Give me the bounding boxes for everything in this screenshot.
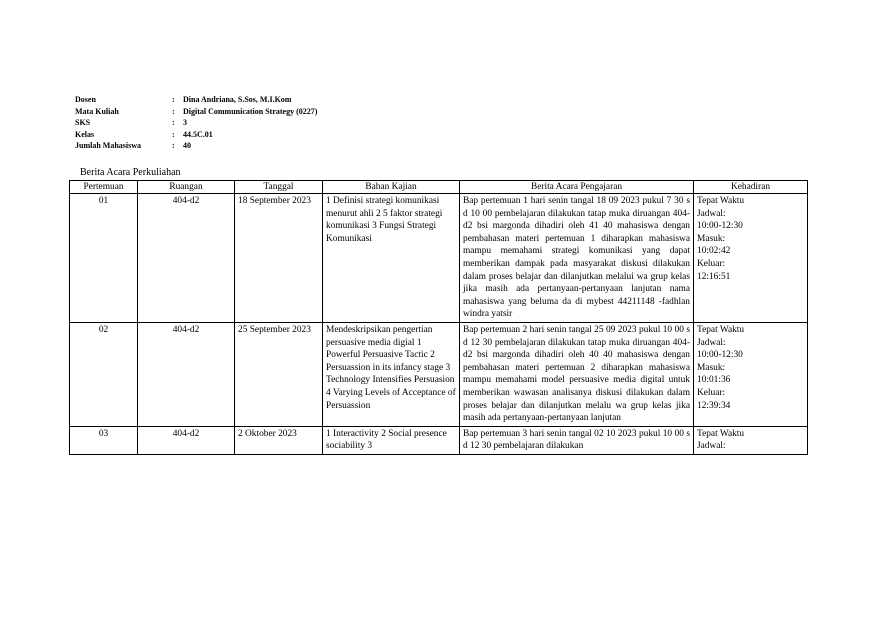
- info-value: 40: [183, 141, 191, 150]
- info-value: 3: [183, 118, 187, 127]
- cell-berita-acara: Bap pertemuan 1 hari senin tangal 18 09 2023 pukul 7 30 s d 10 00 pembelajaran dilakukan tatap muka diruangan 404-d2 bsi margonda dihadiri oleh 41 40 mahasiswa dengan pembahasan materi pertemuan 1 diharapkan mahasiswa mampu memahami strategi komunikasi yang dapat memberikan dampak pada masyarakat diskusi dilakukan dalam proses belajar dan dilanjutkan melalui wa grup kelas jika masih ada pertanyaan-pertanyaan lanjutan nama mahasiswa yang beluma da di mybest 44211148 -fadhlan windra yatsir: [460, 194, 694, 323]
- info-value: Digital Communication Strategy (0227): [183, 106, 318, 116]
- info-separator: :: [172, 129, 175, 139]
- info-label: Dosen: [75, 95, 96, 104]
- table-row: [70, 426, 808, 454]
- cell-kehadiran: [694, 426, 808, 454]
- attendance-table: [69, 180, 808, 455]
- cell-tanggal: 18 September 2023: [235, 194, 323, 323]
- cell-ruangan: 404-d2: [138, 426, 235, 454]
- cell-berita-acara: Bap pertemuan 2 hari senin tangal 25 09 2023 pukul 10 00 s d 12 30 pembelajaran dilakukan tatap muka diruangan 404-d2 bsi margonda dihadiri oleh 40 40 mahasiswa dengan pembahasan materi pertemuan 2 diharapkan mahasiswa mampu memahami model persuasive media digital untuk memberikan wawasan analisanya diskusi dilakukan dalam proses belajar dan dilanjutkan melalu wa grup kelas jika masih ada pertanyaan-pertanyaan lanjutan: [460, 322, 694, 426]
- kehadiran-jadwal-label: Jadwal:: [697, 208, 726, 219]
- info-separator: :: [172, 95, 175, 104]
- header-pertemuan: Pertemuan: [70, 181, 138, 194]
- cell-bahan-kajian: 1 Definisi strategi komunikasi menurut ahli 2 5 faktor strategi komunikasi 3 Fungsi Strategi Komunikasi: [323, 194, 460, 323]
- kehadiran-jadwal-label: Jadwal:: [697, 441, 726, 452]
- section-title: Berita Acara Perkuliahan: [80, 167, 181, 178]
- cell-kehadiran: [694, 322, 808, 426]
- kehadiran-status: Tepat Waktu: [697, 428, 745, 439]
- cell-pertemuan: 01: [70, 194, 138, 323]
- kehadiran-jadwal-value: 10:00-12:30: [697, 221, 743, 232]
- info-label: Jumlah Mahasiswa: [75, 141, 142, 150]
- cell-kehadiran: [694, 194, 808, 323]
- cell-berita-acara: Bap pertemuan 3 hari senin tangal 02 10 2023 pukul 10 00 s d 12 30 pembelajaran dilakukan: [460, 426, 694, 454]
- info-label: Kelas: [75, 129, 95, 139]
- kehadiran-masuk-value: 10:02:42: [697, 246, 731, 257]
- info-label: SKS: [75, 118, 91, 127]
- info-separator: :: [172, 141, 175, 150]
- header-bahan-kajian: Bahan Kajian: [323, 181, 460, 194]
- kehadiran-masuk-value: 10:01:36: [697, 375, 731, 386]
- info-value: Dina Andriana, S.Sos, M.I.Kom: [183, 95, 292, 104]
- kehadiran-masuk-label: Masuk:: [697, 362, 726, 373]
- cell-ruangan: 404-d2: [138, 322, 235, 426]
- kehadiran-keluar-label: Keluar:: [697, 387, 726, 398]
- cell-tanggal: 2 Oktober 2023: [235, 426, 323, 454]
- kehadiran-masuk-label: Masuk:: [697, 233, 726, 244]
- header-kehadiran: Kehadiran: [694, 181, 808, 194]
- table-row: [70, 322, 808, 426]
- kehadiran-jadwal-value: 10:00-12:30: [697, 350, 743, 361]
- cell-bahan-kajian: Mendeskripsikan pengertian persuasive media digial 1 Powerful Persuasive Tactic 2 Persuassion in its infancy stage 3 Technology Intensifies Persuasion 4 Varying Levels of Acceptance of Persuassion: [323, 322, 460, 426]
- table-row: [70, 194, 808, 323]
- kehadiran-status: Tepat Waktu: [697, 196, 745, 206]
- header-tanggal: Tanggal: [235, 181, 323, 194]
- cell-pertemuan: 03: [70, 426, 138, 454]
- cell-tanggal: 25 September 2023: [235, 322, 323, 426]
- info-value: 44.5C.01: [183, 129, 213, 139]
- kehadiran-keluar-value: 12:39:34: [697, 400, 731, 411]
- info-separator: :: [172, 106, 175, 116]
- kehadiran-jadwal-label: Jadwal:: [697, 337, 726, 348]
- kehadiran-keluar-label: Keluar:: [697, 258, 726, 269]
- header-berita-acara: Berita Acara Pengajaran: [460, 181, 694, 194]
- table-header-row: [70, 181, 808, 194]
- cell-bahan-kajian: 1 Interactivity 2 Social presence sociability 3: [323, 426, 460, 454]
- kehadiran-keluar-value: 12:16:51: [697, 271, 731, 282]
- kehadiran-status: Tepat Waktu: [697, 324, 745, 335]
- cell-ruangan: 404-d2: [138, 194, 235, 323]
- cell-pertemuan: 02: [70, 322, 138, 426]
- header-ruangan: Ruangan: [138, 181, 235, 194]
- info-label: Mata Kuliah: [75, 106, 119, 116]
- info-separator: :: [172, 118, 175, 127]
